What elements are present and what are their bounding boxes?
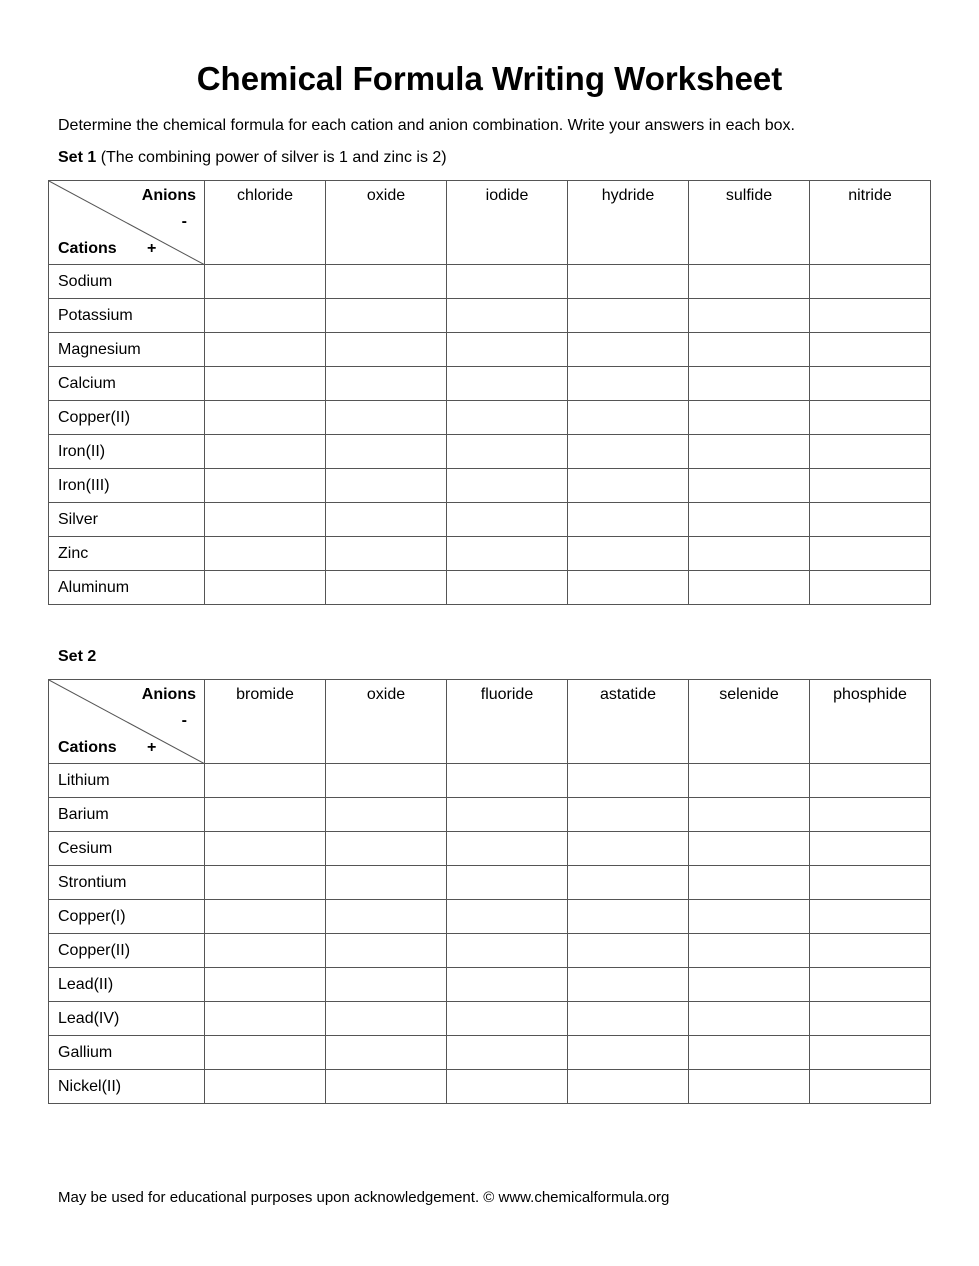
answer-box[interactable] bbox=[689, 503, 810, 537]
cation-label: Nickel(II) bbox=[49, 1070, 205, 1104]
cation-label: Gallium bbox=[49, 1036, 205, 1070]
answer-box[interactable] bbox=[568, 367, 689, 401]
answer-box[interactable] bbox=[326, 333, 447, 367]
plus-sign: + bbox=[147, 739, 157, 756]
answer-box[interactable] bbox=[447, 367, 568, 401]
plus-sign: + bbox=[147, 240, 157, 257]
cation-label: Zinc bbox=[49, 537, 205, 571]
answer-box[interactable] bbox=[568, 333, 689, 367]
table-row bbox=[49, 1036, 931, 1070]
answer-box[interactable] bbox=[689, 934, 810, 968]
answer-box[interactable] bbox=[326, 866, 447, 900]
answer-box[interactable] bbox=[205, 265, 326, 299]
answer-box[interactable] bbox=[326, 265, 447, 299]
answer-box[interactable] bbox=[568, 1070, 689, 1104]
answer-box[interactable] bbox=[689, 265, 810, 299]
answer-box[interactable] bbox=[205, 571, 326, 605]
worksheet-title: Chemical Formula Writing Worksheet bbox=[196, 60, 783, 97]
table-row bbox=[49, 764, 931, 798]
cation-label: Lead(II) bbox=[49, 968, 205, 1002]
answer-box[interactable] bbox=[447, 934, 568, 968]
answer-box[interactable] bbox=[810, 435, 931, 469]
answer-box[interactable] bbox=[568, 265, 689, 299]
header-row bbox=[49, 680, 931, 764]
answer-box[interactable] bbox=[689, 367, 810, 401]
answer-box[interactable] bbox=[810, 333, 931, 367]
answer-box[interactable] bbox=[326, 798, 447, 832]
set-1-table bbox=[48, 180, 931, 605]
cation-label: Lithium bbox=[49, 764, 205, 798]
set-2-heading bbox=[58, 648, 96, 666]
table-row bbox=[49, 571, 931, 605]
answer-box[interactable] bbox=[447, 299, 568, 333]
table-row bbox=[49, 333, 931, 367]
anions-label: Anions bbox=[141, 686, 196, 703]
anion-header: fluoride bbox=[447, 680, 568, 764]
table-row bbox=[49, 900, 931, 934]
answer-box[interactable] bbox=[568, 537, 689, 571]
answer-box[interactable] bbox=[205, 1070, 326, 1104]
cation-label: Iron(III) bbox=[49, 469, 205, 503]
answer-box[interactable] bbox=[568, 900, 689, 934]
header-row bbox=[49, 181, 931, 265]
answer-box[interactable] bbox=[205, 764, 326, 798]
cation-label: Aluminum bbox=[49, 571, 205, 605]
answer-box[interactable] bbox=[689, 1002, 810, 1036]
footer-text: May be used for educational purposes upon acknowledgement. © www.chemicalformula.org bbox=[58, 1189, 670, 1206]
answer-box[interactable] bbox=[568, 469, 689, 503]
answer-box[interactable] bbox=[326, 968, 447, 1002]
answer-box[interactable] bbox=[447, 537, 568, 571]
table-row bbox=[49, 537, 931, 571]
answer-box[interactable] bbox=[568, 832, 689, 866]
answer-box[interactable] bbox=[568, 1036, 689, 1070]
answer-box[interactable] bbox=[689, 571, 810, 605]
answer-box[interactable] bbox=[568, 299, 689, 333]
anion-header: hydride bbox=[568, 181, 689, 265]
cation-label: Potassium bbox=[49, 299, 205, 333]
answer-box[interactable] bbox=[447, 469, 568, 503]
cation-label: Lead(IV) bbox=[49, 1002, 205, 1036]
cation-label: Copper(II) bbox=[49, 401, 205, 435]
corner-header-cell bbox=[49, 680, 205, 764]
answer-box[interactable] bbox=[689, 1070, 810, 1104]
answer-box[interactable] bbox=[326, 934, 447, 968]
anion-header: astatide bbox=[568, 680, 689, 764]
table-row bbox=[49, 469, 931, 503]
answer-box[interactable] bbox=[447, 968, 568, 1002]
table-row bbox=[49, 299, 931, 333]
anion-header: iodide bbox=[447, 181, 568, 265]
answer-box[interactable] bbox=[205, 537, 326, 571]
cations-label: Cations bbox=[58, 240, 117, 257]
answer-box[interactable] bbox=[568, 571, 689, 605]
answer-box[interactable] bbox=[810, 401, 931, 435]
cation-label: Magnesium bbox=[49, 333, 205, 367]
set-label: Set 1 bbox=[58, 149, 97, 166]
answer-box[interactable] bbox=[689, 469, 810, 503]
anion-header: phosphide bbox=[810, 680, 931, 764]
answer-box[interactable] bbox=[205, 1036, 326, 1070]
answer-box[interactable] bbox=[447, 1002, 568, 1036]
answer-box[interactable] bbox=[447, 265, 568, 299]
answer-box[interactable] bbox=[568, 764, 689, 798]
instructions-text: Determine the chemical formula for each cation and anion combination. Write your answers in each box. bbox=[58, 117, 795, 134]
answer-box[interactable] bbox=[205, 299, 326, 333]
answer-box[interactable] bbox=[326, 503, 447, 537]
answer-box[interactable] bbox=[810, 832, 931, 866]
cation-label: Copper(I) bbox=[49, 900, 205, 934]
answer-box[interactable] bbox=[810, 537, 931, 571]
anion-header: selenide bbox=[689, 680, 810, 764]
table-row bbox=[49, 866, 931, 900]
answer-box[interactable] bbox=[810, 900, 931, 934]
set-note: (The combining power of silver is 1 and zinc is 2) bbox=[96, 149, 447, 166]
answer-box[interactable] bbox=[205, 832, 326, 866]
answer-box[interactable] bbox=[810, 866, 931, 900]
table-row bbox=[49, 968, 931, 1002]
answer-box[interactable] bbox=[326, 764, 447, 798]
answer-box[interactable] bbox=[205, 866, 326, 900]
set-2-table bbox=[48, 679, 931, 1104]
answer-box[interactable] bbox=[689, 299, 810, 333]
answer-box[interactable] bbox=[447, 401, 568, 435]
answer-box[interactable] bbox=[326, 832, 447, 866]
cation-label: Barium bbox=[49, 798, 205, 832]
answer-box[interactable] bbox=[568, 401, 689, 435]
answer-box[interactable] bbox=[205, 1002, 326, 1036]
answer-box[interactable] bbox=[568, 866, 689, 900]
answer-box[interactable] bbox=[447, 798, 568, 832]
answer-box[interactable] bbox=[689, 968, 810, 1002]
table-row bbox=[49, 1070, 931, 1104]
answer-box[interactable] bbox=[810, 265, 931, 299]
table-row bbox=[49, 503, 931, 537]
cation-label: Silver bbox=[49, 503, 205, 537]
answer-box[interactable] bbox=[326, 571, 447, 605]
answer-box[interactable] bbox=[205, 934, 326, 968]
answer-box[interactable] bbox=[326, 401, 447, 435]
set-1-heading bbox=[58, 149, 447, 167]
table-row bbox=[49, 401, 931, 435]
answer-box[interactable] bbox=[205, 367, 326, 401]
answer-box[interactable] bbox=[568, 798, 689, 832]
answer-box[interactable] bbox=[205, 401, 326, 435]
answer-box[interactable] bbox=[205, 798, 326, 832]
answer-box[interactable] bbox=[326, 299, 447, 333]
answer-box[interactable] bbox=[447, 866, 568, 900]
anion-header: oxide bbox=[326, 680, 447, 764]
cation-label: Copper(II) bbox=[49, 934, 205, 968]
table-row bbox=[49, 832, 931, 866]
answer-box[interactable] bbox=[447, 435, 568, 469]
answer-box[interactable] bbox=[810, 764, 931, 798]
answer-box[interactable] bbox=[326, 1036, 447, 1070]
answer-box[interactable] bbox=[447, 1070, 568, 1104]
anion-header: sulfide bbox=[689, 181, 810, 265]
table-row bbox=[49, 1002, 931, 1036]
answer-box[interactable] bbox=[447, 832, 568, 866]
answer-box[interactable] bbox=[568, 503, 689, 537]
answer-box[interactable] bbox=[689, 798, 810, 832]
answer-box[interactable] bbox=[326, 1002, 447, 1036]
answer-box[interactable] bbox=[447, 333, 568, 367]
answer-box[interactable] bbox=[810, 503, 931, 537]
answer-box[interactable] bbox=[810, 571, 931, 605]
answer-box[interactable] bbox=[810, 299, 931, 333]
answer-box[interactable] bbox=[447, 764, 568, 798]
answer-box[interactable] bbox=[447, 1036, 568, 1070]
cations-label: Cations bbox=[58, 739, 117, 756]
answer-box[interactable] bbox=[205, 900, 326, 934]
answer-box[interactable] bbox=[205, 435, 326, 469]
answer-box[interactable] bbox=[689, 333, 810, 367]
answer-box[interactable] bbox=[205, 333, 326, 367]
answer-box[interactable] bbox=[689, 537, 810, 571]
answer-box[interactable] bbox=[447, 503, 568, 537]
answer-box[interactable] bbox=[810, 1070, 931, 1104]
cation-label: Strontium bbox=[49, 866, 205, 900]
cation-label: Sodium bbox=[49, 265, 205, 299]
cation-label: Iron(II) bbox=[49, 435, 205, 469]
answer-box[interactable] bbox=[689, 764, 810, 798]
answer-box[interactable] bbox=[447, 900, 568, 934]
answer-box[interactable] bbox=[810, 968, 931, 1002]
minus-sign: - bbox=[181, 712, 187, 729]
table-row bbox=[49, 265, 931, 299]
answer-box[interactable] bbox=[568, 1002, 689, 1036]
cation-label: Cesium bbox=[49, 832, 205, 866]
answer-box[interactable] bbox=[326, 469, 447, 503]
minus-sign: - bbox=[181, 213, 187, 230]
answer-box[interactable] bbox=[326, 1070, 447, 1104]
answer-box[interactable] bbox=[205, 469, 326, 503]
table-row bbox=[49, 798, 931, 832]
answer-box[interactable] bbox=[568, 934, 689, 968]
corner-header-cell bbox=[49, 181, 205, 265]
answer-box[interactable] bbox=[810, 1036, 931, 1070]
answer-box[interactable] bbox=[810, 1002, 931, 1036]
answer-box[interactable] bbox=[568, 968, 689, 1002]
anion-header: chloride bbox=[205, 181, 326, 265]
anion-header: oxide bbox=[326, 181, 447, 265]
answer-box[interactable] bbox=[205, 503, 326, 537]
answer-box[interactable] bbox=[810, 469, 931, 503]
anion-header: bromide bbox=[205, 680, 326, 764]
answer-box[interactable] bbox=[689, 832, 810, 866]
answer-box[interactable] bbox=[205, 968, 326, 1002]
anion-header: nitride bbox=[810, 181, 931, 265]
answer-box[interactable] bbox=[689, 1036, 810, 1070]
anions-label: Anions bbox=[141, 187, 196, 204]
answer-box[interactable] bbox=[810, 934, 931, 968]
answer-box[interactable] bbox=[810, 798, 931, 832]
answer-box[interactable] bbox=[326, 367, 447, 401]
set-label: Set 2 bbox=[58, 648, 97, 665]
answer-box[interactable] bbox=[326, 537, 447, 571]
answer-box[interactable] bbox=[689, 435, 810, 469]
cation-label: Calcium bbox=[49, 367, 205, 401]
table-row bbox=[49, 934, 931, 968]
answer-box[interactable] bbox=[689, 401, 810, 435]
answer-box[interactable] bbox=[326, 900, 447, 934]
table-row bbox=[49, 367, 931, 401]
answer-box[interactable] bbox=[568, 435, 689, 469]
answer-box[interactable] bbox=[447, 571, 568, 605]
answer-box[interactable] bbox=[810, 367, 931, 401]
answer-box[interactable] bbox=[689, 900, 810, 934]
answer-box[interactable] bbox=[689, 866, 810, 900]
table-row bbox=[49, 435, 931, 469]
answer-box[interactable] bbox=[326, 435, 447, 469]
